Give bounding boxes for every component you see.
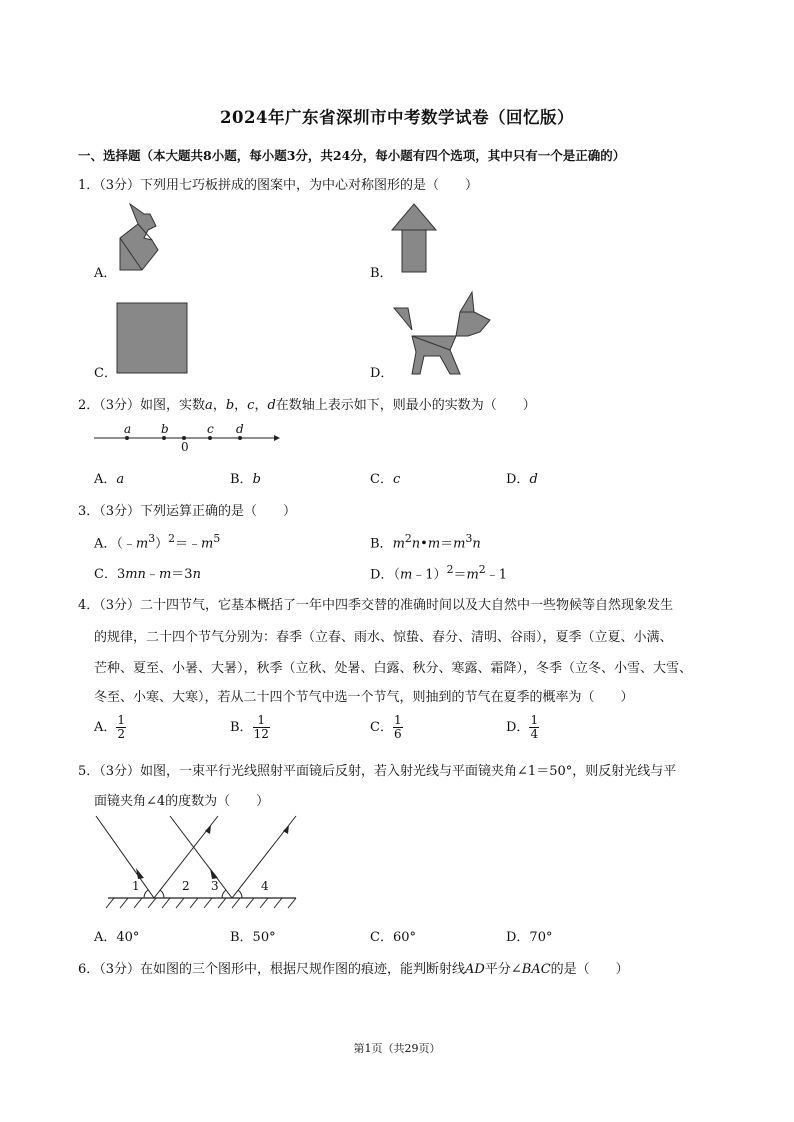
q4-line-4: 冬至、小寒、大寒），若从二十四个节气中选一个节气，则抽到的节气在夏季的概率为（ ） xyxy=(94,690,634,705)
q1-stem: 1．（3分）下列用七巧板拼成的图案中，为中心对称图形的是（ ） xyxy=(78,178,479,193)
q1-figure-a xyxy=(112,200,172,274)
q4-option-b: B． $\frac{1}{12}$ xyxy=(230,713,269,741)
number-line-label-a: a xyxy=(124,422,132,436)
q1-option-a-label: A． xyxy=(94,266,117,281)
page-title: 2024年广东省深圳市中考数学试卷（回忆版） xyxy=(220,108,574,127)
number-line-label-zero: 0 xyxy=(181,440,189,454)
q1-figure-d xyxy=(390,290,494,376)
q1-figure-c xyxy=(116,302,188,374)
angle-2-label: 2 xyxy=(182,879,190,893)
number-line-label-b: b xyxy=(161,422,169,436)
q2-stem: 2．（3分）如图，实数a，b，c，d在数轴上表示如下，则最小的实数为（ ） xyxy=(78,398,536,413)
q4-option-d: D． $\frac{1}{4}$ xyxy=(506,713,539,741)
q2-option-c: C．c xyxy=(370,472,401,487)
q2-option-b: B．b xyxy=(230,472,261,487)
q3-option-c: C．3mn﹣m＝3n xyxy=(94,567,201,582)
mirror-reflection-diagram xyxy=(92,812,302,912)
q3-stem: 3．（3分）下列运算正确的是（ ） xyxy=(78,504,297,519)
q3-option-a: A．$(﹣m^3)^2=﹣m^5$ xyxy=(94,532,221,552)
number-line-label-d: d xyxy=(236,422,244,436)
q4-line-2: 的规律，二十四个节气分别为：春季（立春、雨水、惊蛰、春分、清明、谷雨），夏季（立夏、小满、 xyxy=(94,630,673,645)
q3-option-d: D．$(m﹣1)^2=m^2﹣1$ xyxy=(370,563,507,583)
q4-line-1: 4．（3分）二十四节气，它基本概括了一年中四季交替的准确时间以及大自然中一些物候等自然现象发生 xyxy=(78,598,674,613)
number-line-label-c: c xyxy=(207,422,214,436)
q1-option-c-label: C． xyxy=(94,366,117,381)
q5-option-d: D．70° xyxy=(506,930,553,945)
angle-1-label: 1 xyxy=(132,879,140,893)
q4-option-a: A． $\frac{1}{2}$ xyxy=(94,713,126,741)
q1-option-d-label: D． xyxy=(370,366,394,381)
q1-figure-b xyxy=(390,202,438,274)
section-heading: 一、选择题（本大题共8小题，每小题3分，共24分，每小题有四个选项，其中只有一个是正确的） xyxy=(78,148,626,163)
q2-option-d: D．d xyxy=(506,472,538,487)
q5-line-1: 5．（3分）如图，一束平行光线照射平面镜后反射，若入射光线与平面镜夹角∠1＝50°，则反射光线与平 xyxy=(78,764,677,779)
q3-option-b: B．$m^2n•m=m^3n$ xyxy=(370,532,481,552)
q5-option-a: A．40° xyxy=(94,930,140,945)
angle-3-label: 3 xyxy=(211,879,219,893)
q2-option-a: A．a xyxy=(94,472,125,487)
q5-option-b: B．50° xyxy=(230,930,276,945)
q1-option-b-label: B． xyxy=(370,266,393,281)
page-footer: 第1页（共29页） xyxy=(353,1042,441,1055)
angle-4-label: 4 xyxy=(261,879,269,893)
q5-line-2: 面镜夹角∠4的度数为（ ） xyxy=(94,794,270,809)
q6-stem: 6．（3分）在如图的三个图形中，根据尺规作图的痕迹，能判断射线AD平分∠BAC的是（ ） xyxy=(78,962,629,977)
q4-line-3: 芒种、夏至、小暑、大暑），秋季（立秋、处暑、白露、秋分、寒露、霜降），冬季（立冬、小雪、大雪、 xyxy=(94,661,693,676)
q4-option-c: C． $\frac{1}{6}$ xyxy=(370,713,402,741)
q5-option-c: C．60° xyxy=(370,930,416,945)
